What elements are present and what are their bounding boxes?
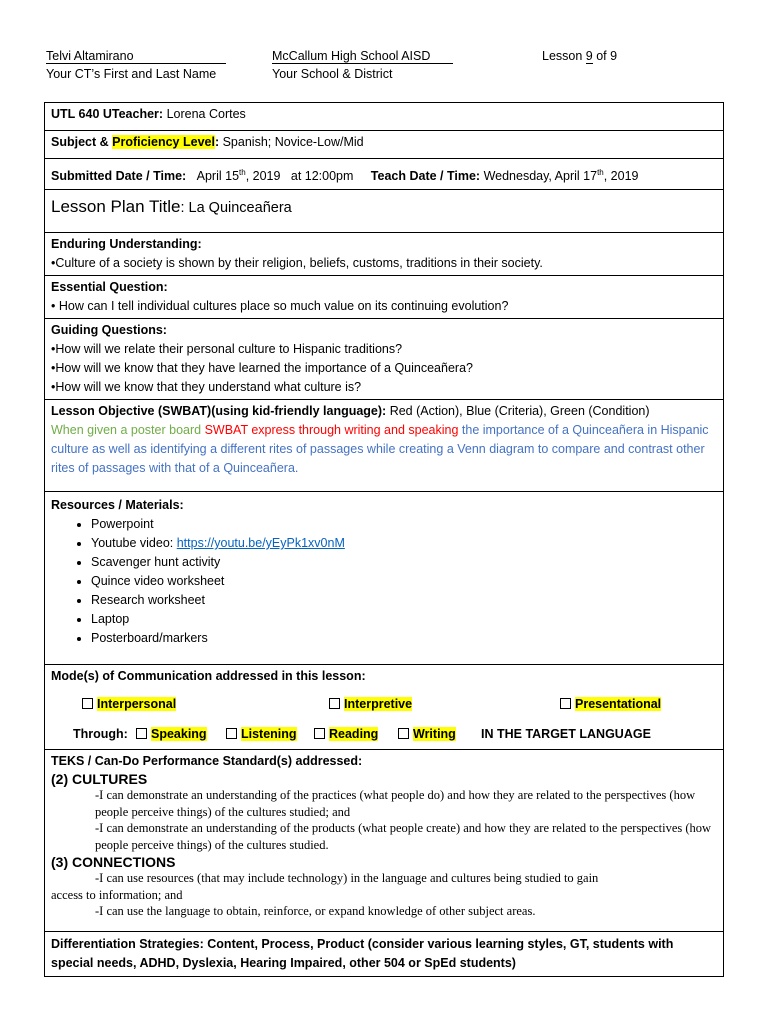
differentiation-row: Differentiation Strategies: Content, Process, Product (consider various learning styles, GT, students with special needs, ADHD, Dyslexia, Hearing Impaired, other 504 or SpEd students) [45,932,724,977]
through-listening[interactable]: Listening [226,725,297,744]
dates-row: Submitted Date / Time: April 15th, 2019 at 12:00pm Teach Date / Time: Wednesday, April 17th, 2019 [45,159,724,190]
checkbox-icon [226,728,237,739]
checkbox-icon [560,698,571,709]
checkbox-icon [329,698,340,709]
proficiency-label: Proficiency Level [112,135,215,149]
checkbox-icon [398,728,409,739]
list-item: • Youtube video: https://youtu.be/yEyPk1xv0nM [91,534,717,553]
connections-standard: -I can use the language to obtain, reinforce, or expand knowledge of other subject areas. [95,904,536,918]
mode-interpersonal[interactable]: Interpersonal [82,695,176,714]
cultures-standard: -I can demonstrate an understanding of the practices (what people do) and how they are related to the perspectives (how people perceive things) of the cultures studied; and [95,788,696,819]
through-writing[interactable]: Writing [398,725,456,744]
objective-action: SWBAT express through writing and speaking [204,423,462,437]
through-speaking[interactable]: Speaking [136,725,207,744]
mode-presentational[interactable]: Presentational [560,695,661,714]
list-item: • Laptop [91,610,717,629]
school-name: McCallum High School AISD [272,49,453,64]
school-block [272,47,453,83]
cultures-heading: (2) CULTURES [51,771,148,787]
cultures-standard: -I can demonstrate an understanding of the products (what people create) and how they are related to the perspectives (how people perceive things) of the cultures studied. [95,821,712,852]
subject-row: Subject & Proficiency Level: Spanish; Novice-Low/Mid [45,131,724,159]
objective-condition: When given a poster board [51,423,205,437]
list-item: • Powerpoint [91,515,717,534]
objective-criteria: the importance of a Quinceañera in Hispanic culture as well as identifying a different rites of passages while creating a Venn diagram to compare and contrast other rites of passages with that of a Quinceañera. [51,423,709,475]
resources-list [51,515,717,648]
through-reading[interactable]: Reading [314,725,378,744]
ct-name-block [46,47,226,83]
guiding-row: Guiding Questions: •How will we relate their personal culture to Hispanic traditions? •How will we know that they have learned the importance of a Quinceañera? •How will we know that they understand what culture is? [45,319,724,400]
guiding-question: •How will we know that they understand what culture is? [51,380,362,394]
checkbox-icon [82,698,93,709]
lesson-plan-title: : La Quinceañera [180,200,292,216]
ct-caption: Your CT’s First and Last Name [46,67,217,81]
list-item: • Research worksheet [91,591,717,610]
checkbox-icon [314,728,325,739]
essential-row: Essential Question: • How can I tell individual cultures place so much value on its continuing evolution? [45,276,724,319]
lesson-number: Lesson 9 of 9 [542,49,618,63]
enduring-row: Enduring Understanding: •Culture of a society is shown by their religion, beliefs, customs, traditions in their society. [45,233,724,276]
title-row [45,190,724,233]
modes-row: Mode(s) of Communication addressed in this lesson: Interpersonal Interpretive Presentational Through: Speaking Listening Reading Writing IN THE TARGET LANGUAGE [45,665,724,750]
ct-name: Telvi Altamirano [46,49,226,64]
target-language-label: IN THE TARGET LANGUAGE [481,727,651,741]
list-item: • Quince video worksheet [91,572,717,591]
guiding-question: •How will we know that they have learned the importance of a Quinceañera? [51,361,473,375]
list-item: • Scavenger hunt activity [91,553,717,572]
teks-row: TEKS / Can-Do Performance Standard(s) addressed: (2) CULTURES -I can demonstrate an understanding of the practices (what people do) and how they are related to the perspectives (how people perceive things) of the cultures studied; and -I can demonstrate an understanding of the products (what people create) and how they are related to the perspectives (how people perceive things) of the cultures studied. (3) CONNECTIONS -I can use resources (that may include technology) in the language and cultures being studied to gain access to information; and -I can use the language to obtain, reinforce, or expand knowledge of other subject areas. [45,750,724,932]
objective-row: Lesson Objective (SWBAT)(using kid-friendly language): Red (Action), Blue (Criteria), Green (Condition) When given a poster board SWBAT express through writing and speaking the importance of a Quinceañera in Hispanic culture as well as identifying a different rites of passages while creating a Venn diagram to compare and contrast other rites of passages with that of a Quinceañera. [45,400,724,492]
school-caption: Your School & District [272,67,393,81]
utl-row: UTL 640 UTeacher: Lorena Cortes [45,103,724,131]
lesson-plan-table [44,102,724,977]
checkbox-icon [136,728,147,739]
lesson-plan-title-label: Lesson Plan Title [51,197,181,216]
connections-heading: (3) CONNECTIONS [51,854,176,870]
youtube-link[interactable]: https://youtu.be/yEyPk1xv0nM [176,536,345,550]
guiding-question: •How will we relate their personal culture to Hispanic traditions? [51,342,403,356]
list-item: • Posterboard/markers [91,629,717,648]
resources-row: Resources / Materials: • Powerpoint • Youtube video: https://youtu.be/yEyPk1xv0nM • Scavenger hunt activity • Quince video worksheet • Research worksheet • Laptop • Posterboard/markers [45,492,724,665]
connections-standard: -I can use resources (that may include technology) in the language and cultures being studied to gain access to information; and [51,871,599,902]
mode-interpretive[interactable]: Interpretive [329,695,412,714]
